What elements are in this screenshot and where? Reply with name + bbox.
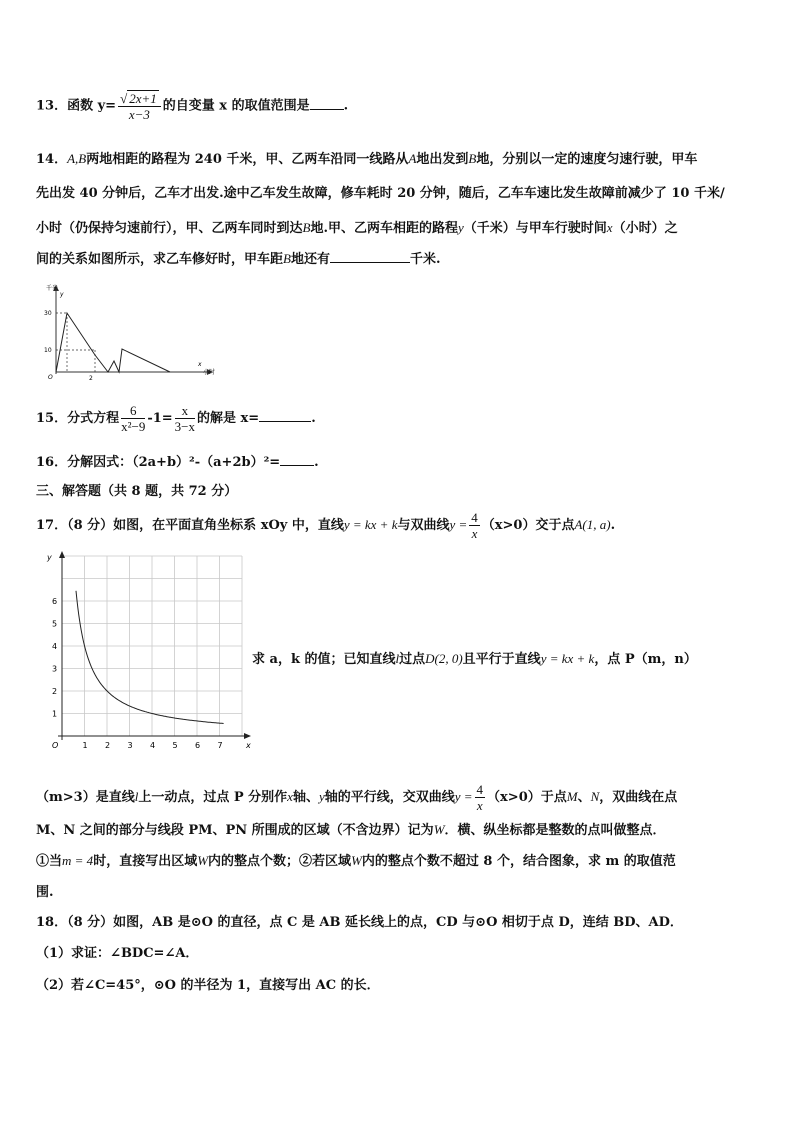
- graph17-xtick: 5: [172, 741, 178, 750]
- q17-text18: ①当: [36, 854, 63, 869]
- section-title: [36, 483, 237, 501]
- graph17-xtick: 1: [82, 741, 88, 750]
- q15-prefix: 15．分式方程: [36, 411, 120, 426]
- graph17-ytick: 1: [52, 709, 58, 719]
- q15-line: [36, 403, 316, 434]
- q18-line1: [36, 914, 683, 932]
- q17-point-d: D(2, 0): [425, 651, 463, 666]
- q14-text9: 间的关系如图所示，求乙车修好时，甲车距: [36, 252, 284, 267]
- graph14-origin: O: [48, 374, 53, 381]
- var-b: B: [302, 220, 311, 235]
- q14-text11: 千米.: [409, 252, 441, 267]
- q16-answer-blank[interactable]: [280, 453, 314, 466]
- var-b: B: [468, 151, 477, 166]
- y-axis-arrow: [59, 551, 65, 558]
- graph17-ytick: 3: [52, 664, 58, 674]
- q15-f1-numerator: 6: [121, 403, 145, 419]
- graph14-xunit: 小时: [203, 369, 216, 376]
- q18-text2: （1）求证：∠BDC=∠A．: [36, 946, 199, 961]
- graph14-tick-30: 30: [44, 310, 52, 317]
- q13-fraction: [118, 90, 161, 122]
- q17-text3: （x>0）交于点: [481, 518, 575, 533]
- q15-end: .: [311, 411, 316, 426]
- var-x: x: [287, 789, 293, 804]
- q17-text4: .: [610, 518, 616, 533]
- q13-line: [36, 90, 348, 122]
- graph14-tick-10: 10: [44, 347, 52, 354]
- q13-suffix: 的自变量 x 的取值范围是: [162, 98, 310, 114]
- q17-frac-num: 4: [471, 510, 478, 525]
- q16-end: .: [314, 455, 319, 470]
- q13-denominator: x−3: [128, 107, 150, 122]
- var-m: M: [566, 789, 578, 804]
- q17-text19: 时，直接写出区域: [93, 854, 198, 869]
- var-w: W: [351, 853, 362, 868]
- q15-fraction1: [121, 403, 145, 434]
- q15-mid: -1=: [147, 411, 173, 426]
- graph14-tick-2: 2: [89, 375, 93, 382]
- q17-line1: [36, 510, 615, 541]
- graph17-ytick: 6: [52, 597, 58, 606]
- graph17-ytick: 5: [52, 619, 58, 629]
- section3-title: 三、解答题（共 8 题，共 72 分）: [36, 484, 238, 499]
- var-a: A: [408, 151, 417, 166]
- q13-answer-blank[interactable]: [310, 97, 344, 110]
- q14-text8: （小时）之: [612, 221, 678, 236]
- var-x: x: [606, 220, 613, 235]
- graph17-xtick: 2: [105, 741, 111, 750]
- q17-text2: 与双曲线: [397, 518, 450, 533]
- q14-line1: [36, 150, 697, 169]
- q17-frac-den: x: [471, 526, 478, 541]
- distance-curve: [56, 313, 170, 372]
- q17-line-eq2: y = kx + k: [540, 651, 595, 666]
- q17-text16: M、N 之间的部分与线段 PM、PN 所围成的区域（不含边界）记为: [36, 823, 434, 838]
- hyperbola-curve: [76, 591, 224, 724]
- q18-text3: （2）若∠C=45°，⊙O 的半径为 1，直接写出 AC 的长．: [36, 978, 380, 993]
- q17-hyperbola-y2: y =: [454, 789, 473, 804]
- graph17-ytick: 2: [52, 687, 58, 696]
- q17-text7: 且平行于直线: [462, 652, 541, 667]
- q17-line2: [36, 782, 677, 813]
- q17-text12: 轴的平行线，交双曲线: [324, 790, 455, 805]
- q15-f2-numerator: x: [175, 403, 195, 419]
- graph17-xtick: 6: [195, 741, 201, 750]
- x-axis-arrow: [244, 733, 251, 739]
- q17-text14: 、: [577, 790, 591, 805]
- q17-text10: 上一动点，过点 P 分别作: [138, 790, 288, 805]
- q14-text3: 地，分别以一定的速度匀速行驶，甲车: [476, 152, 698, 167]
- var-w: W: [433, 822, 445, 837]
- q17-point-a: A(1, a): [574, 517, 611, 532]
- q17-frac2-num: 4: [476, 782, 484, 797]
- q17-hyperbola-y: y =: [449, 517, 468, 532]
- q17-side-text: [252, 650, 697, 669]
- q14-text5: 小时（仍保持匀速前行），甲、乙两车同时到达: [36, 221, 303, 236]
- var-y: y: [318, 789, 325, 804]
- q14-text6: 地.甲、乙两车相距的路程: [310, 221, 458, 236]
- q17-text9: （m>3）是直线: [36, 790, 135, 805]
- var-l: l: [134, 789, 139, 804]
- q18-line3: [36, 977, 380, 995]
- graph17-ytick: 4: [52, 642, 58, 651]
- q14-graph: [40, 282, 225, 382]
- graph14-ylabel: 千米: [46, 285, 59, 292]
- q17-fraction: [469, 510, 480, 541]
- q14-text7: （千米）与甲车行驶时间: [463, 221, 607, 236]
- q17-text13: （x>0）于点: [487, 790, 567, 805]
- q14-line3: [36, 219, 678, 238]
- q14-line4: [36, 250, 441, 269]
- q17-text6: 过点: [399, 652, 426, 667]
- q17-text15: ，双曲线在点: [599, 790, 678, 805]
- q17-frac2-den: x: [476, 798, 483, 813]
- q15-fraction2: [175, 403, 195, 434]
- q17-line-eq: y = kx + k: [343, 517, 398, 532]
- q17-text8: ，点 P（m，n）: [594, 652, 697, 667]
- graph17-xaxis: x: [246, 741, 251, 750]
- q15-f2-denominator: 3−x: [174, 419, 196, 434]
- q15-f1-denominator: x²−9: [121, 419, 146, 434]
- var-n: N: [590, 789, 600, 804]
- q17-line3: [36, 821, 666, 840]
- q14-text4: 先出发 40 分钟后，乙车才出发.途中乙车发生故障，修车耗时 20 分钟，随后，乙车车速比发生故障前减少了 10 千米/: [36, 186, 725, 201]
- graph14-yaxis: y: [60, 291, 64, 298]
- q18-text1: 18．（8 分）如图，AB 是⊙O 的直径，点 C 是 AB 延长线上的点，CD 与⊙O 相切于点 D，连结 BD、AD．: [36, 915, 683, 930]
- q13-end: .: [343, 98, 349, 114]
- q17-text17: ．横、纵坐标都是整数的点叫做整点．: [444, 823, 666, 838]
- var-l: l: [395, 651, 400, 666]
- q17-line4: [36, 852, 676, 871]
- q15-answer-blank[interactable]: [259, 409, 311, 422]
- q13-numerator: 2x+1: [129, 91, 157, 106]
- var-w: W: [197, 853, 209, 868]
- q17-text21: 内的整点个数不超过 8 个，结合图象，求 m 的取值范: [361, 854, 676, 869]
- var-y: y: [458, 220, 464, 235]
- q14-text10: 地还有: [290, 252, 330, 267]
- graph17-xtick: 7: [217, 741, 223, 750]
- q17-text1: 17．（8 分）如图，在平面直角坐标系 xOy 中，直线: [36, 518, 344, 533]
- q16-line: [36, 453, 319, 472]
- graph14-xaxis: x: [198, 361, 202, 368]
- q17-text20: 内的整点个数；②若区域: [208, 854, 352, 869]
- graph17-yaxis: y: [47, 553, 52, 562]
- q14-line2: [36, 185, 725, 203]
- q14-answer-blank[interactable]: [330, 250, 410, 263]
- q16-prefix: 16．分解因式：（2a+b）²-（a+2b）²=: [36, 455, 281, 470]
- q17-text22: 围.: [36, 885, 54, 900]
- graph17-xtick: 3: [127, 741, 133, 750]
- q17-text5: 求 a，k 的值；已知直线: [252, 652, 396, 667]
- graph17-origin: O: [52, 741, 59, 750]
- q17-text11: 轴、: [292, 790, 319, 805]
- q14-text1: 两地相距的路程为 240 千米，甲、乙两车沿同一线路从: [86, 152, 409, 167]
- q15-suffix: 的解是 x=: [197, 411, 260, 426]
- q17-fraction2: [475, 782, 486, 813]
- q13-prefix: 13．函数 y=: [36, 98, 117, 114]
- q14-number: 14．: [36, 152, 68, 167]
- q18-line2: [36, 945, 198, 963]
- q17-graph: [42, 553, 251, 758]
- q17-line5: [36, 884, 54, 902]
- var-ab: A,B: [67, 151, 87, 166]
- q17-m-eq: m = 4: [62, 853, 94, 868]
- radical-sign: √: [120, 91, 128, 106]
- graph17-xtick: 4: [150, 741, 156, 750]
- var-b: B: [283, 251, 291, 266]
- q14-text2: 地出发到: [416, 152, 469, 167]
